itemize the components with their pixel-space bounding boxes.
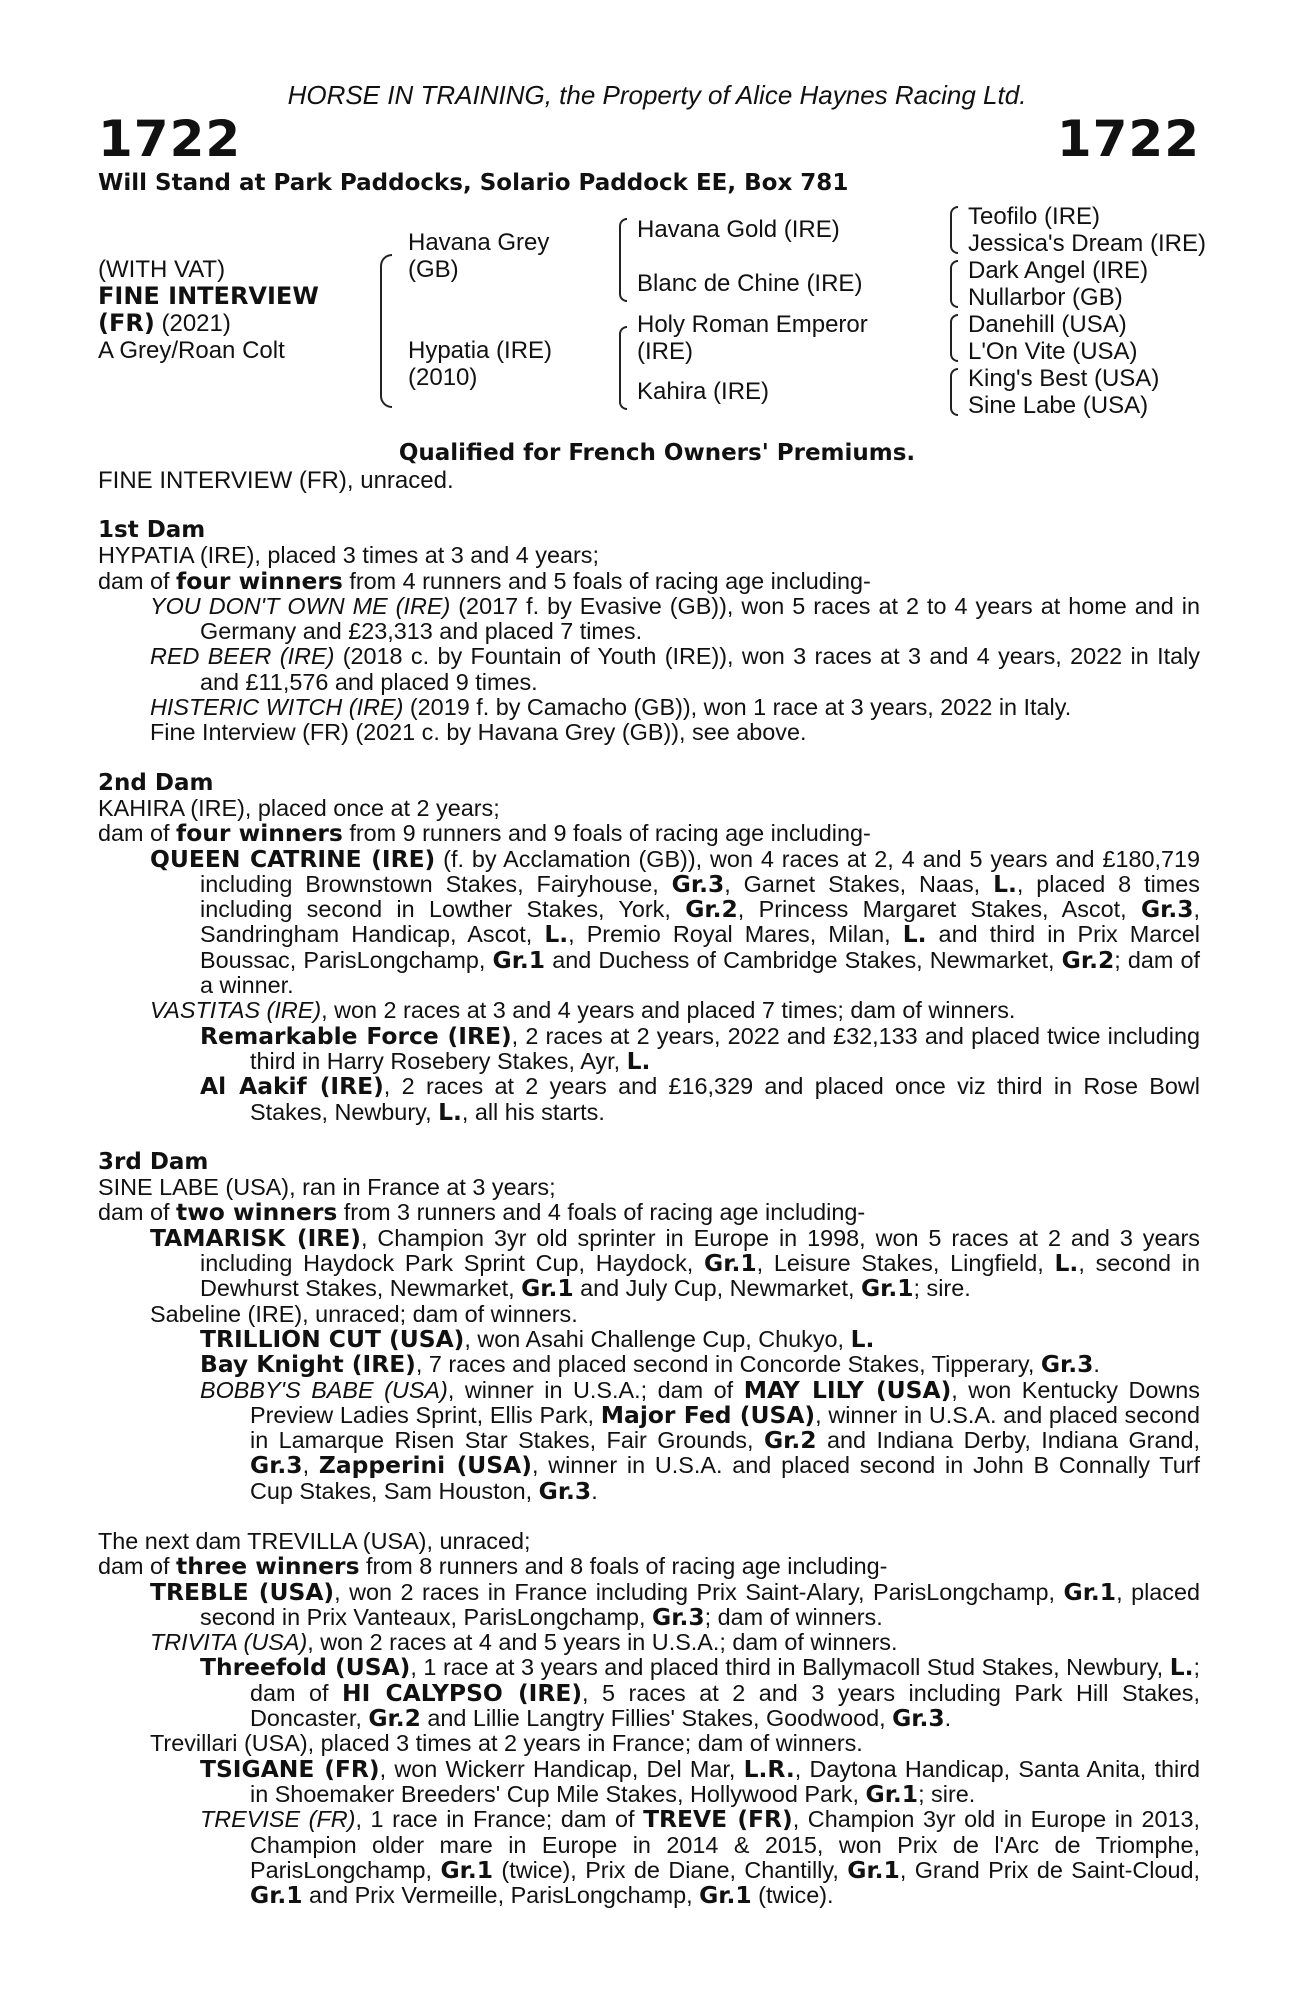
- pedigree-brace: [950, 260, 958, 308]
- vat-note: (WITH VAT): [98, 256, 226, 283]
- produce-entry: TAMARISK (IRE), Champion 3yr old sprinter in Europe in 1998, won 5 races at 2 and 3 years including Haydock Park Sprint Cup, Haydock, Gr.1, Leisure Stakes, Lingfield, L., second in Dewhurst Stakes, Newmarket, Gr.1 and July Cup, Newmarket, Gr.1; sire.: [150, 1223, 1200, 1303]
- sire-sire: Havana Gold (IRE): [637, 216, 840, 243]
- third-dam-produce-line: dam of two winners from 3 runners and 4 foals of racing age including-: [98, 1198, 866, 1227]
- produce-entry: TRILLION CUT (USA), won Asahi Challenge Cup, Chukyo, L.: [200, 1324, 875, 1353]
- produce-entry: Trevillari (USA), placed 3 times at 2 years in France; dam of winners.: [150, 1730, 863, 1757]
- produce-entry: Fine Interview (FR) (2021 c. by Havana Grey (GB)), see above.: [150, 719, 807, 746]
- horse-name: FINE INTERVIEW: [98, 282, 319, 310]
- produce-entry: YOU DON'T OWN ME (IRE) (2017 f. by Evasive (GB)), won 5 races at 2 to 4 years at home and in Germany and £23,313 and placed 7 times.: [150, 592, 1201, 645]
- ds-sire: Danehill (USA): [968, 311, 1127, 338]
- dam-dam: Kahira (IRE): [637, 378, 770, 405]
- lot-number-left: 1722: [98, 110, 242, 168]
- produce-entry: TRIVITA (USA), won 2 races at 4 and 5 years in U.S.A.; dam of winners.: [150, 1629, 898, 1656]
- produce-entry: TSIGANE (FR), won Wickerr Handicap, Del Mar, L.R., Daytona Handicap, Santa Anita, third in Shoemaker Breeders' Cup Mile Stakes, Hollywood Park, Gr.1; sire.: [200, 1754, 1201, 1808]
- ds-dam: L'On Vite (USA): [968, 338, 1138, 365]
- produce-entry: QUEEN CATRINE (IRE) (f. by Acclamation (GB)), won 4 races at 2, 4 and 5 years and £180,719 including Brownstown Stakes, Fairyhouse, Gr.3, Garnet Stakes, Naas, L., placed 8 times including second in Lowther Stakes, York, Gr.2, Princess Margaret Stakes, Ascot, Gr.3, Sandringham Handicap, Ascot, L., Premio Royal Mares, Milan, L. and third in Prix Marcel Boussac, ParisLongchamp, Gr.1 and Duchess of Cambridge Stakes, Newmarket, Gr.2; dam of a winner.: [150, 844, 1201, 999]
- pedigree-brace: [380, 254, 392, 408]
- dam-name-2: (2010): [408, 364, 478, 391]
- lot-number-right: 1722: [1056, 110, 1200, 168]
- pedigree-brace: [950, 206, 958, 254]
- next-dam-line: The next dam TREVILLA (USA), unraced;: [98, 1527, 531, 1554]
- dd-dam: Sine Labe (USA): [968, 392, 1149, 419]
- produce-entry: VASTITAS (IRE), won 2 races at 3 and 4 years and placed 7 times; dam of winners.: [150, 997, 1016, 1024]
- horse-year: (2021): [154, 310, 231, 337]
- pedigree-brace: [950, 368, 958, 416]
- ss-dam: Jessica's Dream (IRE): [968, 230, 1206, 257]
- second-dam-line: KAHIRA (IRE), placed once at 2 years;: [98, 794, 500, 821]
- produce-entry: RED BEER (IRE) (2018 c. by Fountain of Youth (IRE)), won 3 races at 3 and 4 years, 2022 in Italy and £11,576 and placed 9 times.: [150, 643, 1200, 695]
- stand-location: Will Stand at Park Paddocks, Solario Paddock EE, Box 781: [98, 170, 849, 196]
- dam-sire-2: (IRE): [637, 338, 693, 365]
- dam-sire-1: Holy Roman Emperor: [637, 311, 868, 338]
- dam-sections: [98, 518, 1200, 1908]
- third-dam-title: 3rd Dam: [98, 1148, 209, 1175]
- race-record: FINE INTERVIEW (FR), unraced.: [98, 467, 454, 494]
- produce-entry: Sabeline (IRE), unraced; dam of winners.: [150, 1300, 578, 1327]
- produce-entry: Remarkable Force (IRE), 2 races at 2 years, 2022 and £32,133 and placed twice including third in Harry Rosebery Stakes, Ayr, L.: [200, 1021, 1200, 1075]
- horse-country: (FR): [98, 309, 155, 337]
- pedigree-brace: [950, 314, 958, 362]
- produce-entry: Threefold (USA), 1 race at 3 years and placed third in Ballymacoll Stud Stakes, Newbury, L.; dam of HI CALYPSO (IRE), 5 races at 2 and 3 years including Park Hill Stakes, Doncaster, Gr.2 and Lillie Langtry Fillies' Stakes, Goodwood, Gr.3.: [200, 1653, 1200, 1733]
- first-dam-title: 1st Dam: [98, 517, 206, 543]
- horse-country-year: [98, 310, 231, 337]
- ss-sire: Teofilo (IRE): [968, 203, 1101, 230]
- third-dam-line: SINE LABE (USA), ran in France at 3 years;: [98, 1174, 556, 1201]
- first-dam-line: HYPATIA (IRE), placed 3 times at 3 and 4 years;: [98, 542, 599, 569]
- produce-entry: BOBBY'S BABE (USA), winner in U.S.A.; dam of MAY LILY (USA), won Kentucky Downs Preview Ladies Sprint, Ellis Park, Major Fed (USA), winner in U.S.A. and placed second in Lamarque Risen Star Stakes, Fair Grounds, Gr.2 and Indiana Derby, Indiana Grand, Gr.3, Zapperini (USA), winner in U.S.A. and placed second in John B Connally Turf Cup Stakes, Sam Houston, Gr.3.: [200, 1375, 1200, 1505]
- pedigree-brace: [619, 326, 627, 410]
- next-dam-produce-line: dam of three winners from 8 runners and 8 foals of racing age including-: [98, 1552, 888, 1581]
- sire-name-2: (GB): [408, 256, 459, 283]
- sd-sire: Dark Angel (IRE): [968, 257, 1149, 284]
- vendor-heading: HORSE IN TRAINING, the Property of Alice Haynes Racing Ltd.: [287, 80, 1027, 110]
- sd-dam: Nullarbor (GB): [968, 284, 1123, 311]
- produce-entry: HISTERIC WITCH (IRE) (2019 f. by Camacho (GB)), won 1 race at 3 years, 2022 in Italy.: [150, 694, 1072, 721]
- sire-name-1: Havana Grey: [408, 229, 550, 256]
- dam-name-1: Hypatia (IRE): [408, 337, 553, 364]
- second-dam-title: 2nd Dam: [98, 769, 214, 796]
- produce-entry: Al Aakif (IRE), 2 races at 2 years and £16,329 and placed once viz third in Rose Bowl Stakes, Newbury, L., all his starts.: [200, 1072, 1200, 1126]
- premium-note: Qualified for French Owners' Premiums.: [398, 440, 916, 466]
- first-dam-produce-line: dam of four winners from 4 runners and 5 foals of racing age including-: [98, 566, 871, 595]
- horse-description: A Grey/Roan Colt: [98, 337, 285, 364]
- dd-sire: King's Best (USA): [968, 365, 1160, 392]
- produce-entry: TREBLE (USA), won 2 races in France including Prix Saint-Alary, ParisLongchamp, Gr.1, placed second in Prix Vanteaux, ParisLongchamp, Gr.3; dam of winners.: [150, 1577, 1200, 1631]
- produce-entry: Bay Knight (IRE), 7 races and placed second in Concorde Stakes, Tipperary, Gr.3.: [200, 1350, 1100, 1379]
- sire-dam: Blanc de Chine (IRE): [637, 270, 863, 297]
- produce-entry: TREVISE (FR), 1 race in France; dam of TREVE (FR), Champion 3yr old in Europe in 2013, Champion older mare in Europe in 2014 & 2015, won Prix de l'Arc de Triomphe, ParisLongchamp, Gr.1 (twice), Prix de Diane, Chantilly, Gr.1, Grand Prix de Saint-Cloud, Gr.1 and Prix Vermeille, ParisLongchamp, Gr.1 (twice).: [200, 1805, 1201, 1910]
- pedigree-brace: [619, 218, 627, 302]
- second-dam-produce-line: dam of four winners from 9 runners and 9 foals of racing age including-: [98, 819, 871, 848]
